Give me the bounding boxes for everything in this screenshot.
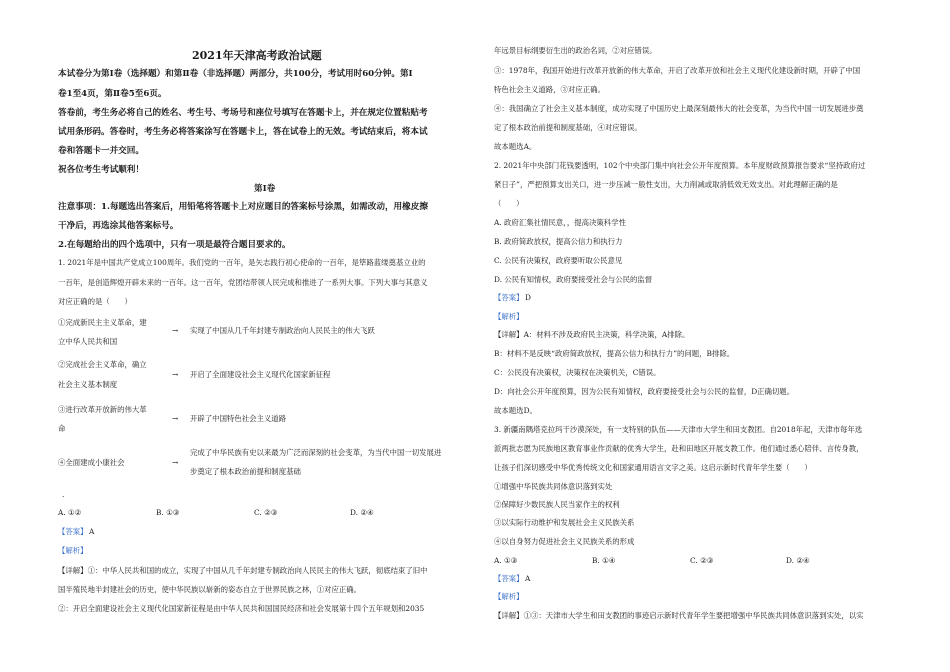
section-heading: 第Ⅰ卷 bbox=[254, 184, 276, 194]
match-meaning: 开辟了中国特色社会主义道路 bbox=[190, 414, 287, 423]
answer-value: A bbox=[525, 574, 531, 583]
answer-value: D bbox=[525, 293, 531, 302]
match-event: 社会主义基本制度 bbox=[58, 380, 118, 389]
match-event: 命 bbox=[58, 424, 66, 433]
answer-label: 【答案】 bbox=[494, 293, 524, 302]
body-line: 特色社会主义道路，③对应正确。 bbox=[494, 85, 605, 94]
option-d: D. ②④ bbox=[786, 556, 810, 565]
option-b: B. ①④ bbox=[592, 556, 616, 565]
q3-item: ①增强中华民族共同体意识落到实处 bbox=[494, 482, 613, 491]
body-line: 故本题选A。 bbox=[494, 142, 537, 151]
detail-line: 故本题选D。 bbox=[494, 406, 537, 415]
question-1-text: 1. 2021年是中国共产党成立100周年。我们党的一百年，是矢志践行初心使命的一百年，是筚路蓝缕奠基立业的 bbox=[58, 258, 426, 267]
option-a: A. ①③ bbox=[494, 556, 518, 565]
question-2-text: 紧日子”，严把预算支出关口，进一步压减一般性支出，大力削减或取消低效无效支出。对此理解正确的是 bbox=[494, 180, 838, 189]
q3-item: ②保障好少数民族人民当家作主的权利 bbox=[494, 500, 620, 509]
match-meaning: 实现了中国从几千年封建专制政治向人民民主的伟大飞跃 bbox=[190, 326, 375, 335]
intro-line: 答卷前，考生务必将自己的姓名、考生号、考场号和座位号填写在答题卡上，并在规定位置粘贴考 bbox=[58, 108, 428, 118]
match-event: ②完成社会主义革命，确立 bbox=[58, 360, 147, 369]
notice-line: 2.在每题给出的四个选项中，只有一项是最符合题目要求的。 bbox=[58, 240, 291, 250]
option-c: C. ②③ bbox=[254, 508, 278, 517]
detail-line: 【详解】①③：天津市大学生和田支教团的事迹启示新时代青年学生要把增强中华民族共同体意识落到实处，以实 bbox=[494, 611, 864, 620]
intro-line: 卷和答题卡一并交回。 bbox=[58, 146, 144, 156]
analysis-label: 【解析】 bbox=[58, 546, 88, 555]
separator-dot: · bbox=[62, 492, 65, 501]
body-line: ④：我国确立了社会主义基本制度，成功实现了中国历史上最深刻最伟大的社会变革，为当代中国一切发展进步奠 bbox=[494, 104, 864, 113]
option-d: D. ②④ bbox=[350, 508, 374, 517]
match-meaning: 完成了中华民族有史以来最为广泛而深刻的社会变革，为当代中国一切发展进 bbox=[190, 448, 442, 457]
answer-value: A bbox=[89, 527, 95, 536]
option-a: A. 政府汇集社情民意，，提高决策科学性 bbox=[494, 218, 626, 227]
notice-line: 注意事项：1.每题选出答案后，用铅笔将答题卡上对应题目的答案标号涂黑，如需改动，用橡皮擦 bbox=[58, 202, 428, 212]
detail-line: D：向社会公开年度预算，因为公民有知情权，政府要接受社会与公民的监督，D正确切题。 bbox=[494, 387, 795, 396]
question-2-text: 2. 2021年中央部门花钱要透明，102个中央部门集中向社会公开年度预算。本年度财政预算报告要求“坚持政府过 bbox=[494, 161, 866, 170]
option-b: B. ①③ bbox=[156, 508, 180, 517]
body-line: ③：1978年，我国开始进行改革开放新的伟大革命，开启了改革开放和社会主义现代化建设新时期，开辟了中国 bbox=[494, 66, 861, 75]
arrow-icon: → bbox=[172, 458, 179, 467]
detail-line: B：材料不是反映“政府简政放权，提高公信力和执行力”的问题，B排除。 bbox=[494, 349, 735, 358]
option-d: D. 公民有知情权，政府要接受社会与公民的监督 bbox=[494, 275, 653, 284]
analysis-label: 【解析】 bbox=[494, 312, 524, 321]
arrow-icon: → bbox=[172, 414, 179, 423]
option-b: B. 政府简政放权，提高公信力和执行力 bbox=[494, 237, 623, 246]
arrow-icon: → bbox=[172, 326, 179, 335]
match-meaning: 步奠定了根本政治前提和制度基础 bbox=[190, 467, 301, 476]
question-3-text: 3. 新疆南隅塔克拉玛干沙漠深处，有一支特别的队伍——天津市大学生和田支教团。自2018年起，天津市每年选 bbox=[494, 425, 863, 434]
answer-label: 【答案】 bbox=[494, 574, 524, 583]
intro-line: 祝各位考生考试顺利！ bbox=[58, 165, 144, 175]
body-line: 年远景目标纲要衍生出的政治名词，②对应错误。 bbox=[494, 46, 657, 55]
intro-line: 本试卷分为第Ⅰ卷（选择题）和第Ⅱ卷（非选择题）两部分，共100分，考试用时60分钟。第Ⅰ bbox=[58, 69, 413, 79]
detail-line: 国半殖民地半封建社会的历史，使中华民族以崭新的姿态自立于世界民族之林，①对应正确。 bbox=[58, 585, 362, 594]
q3-item: ④以自身努力促进社会主义民族关系的形成 bbox=[494, 537, 635, 546]
match-event: ③进行改革开放新的伟大革 bbox=[58, 405, 147, 414]
option-a: A. ①② bbox=[58, 508, 82, 517]
analysis-label: 【解析】 bbox=[494, 592, 524, 601]
detail-line: C：公民没有决策权，决策权在决策机关，C错误。 bbox=[494, 368, 661, 377]
option-c: C. 公民有决策权，政府要听取公民意见 bbox=[494, 256, 623, 265]
notice-line: 干净后，再选涂其他答案标号。 bbox=[58, 221, 179, 231]
intro-line: 卷1至4页，第Ⅱ卷5至6页。 bbox=[58, 89, 167, 99]
detail-line: 【详解】A：材料不涉及政府民主决策，科学决策，A排除。 bbox=[494, 330, 690, 339]
match-event: 立中华人民共和国 bbox=[58, 337, 118, 346]
question-2-text: （ ） bbox=[494, 199, 524, 208]
match-meaning: 开启了全面建设社会主义现代化国家新征程 bbox=[190, 370, 331, 379]
detail-line: 【详解】①：中华人民共和国的成立，实现了中国从几千年封建专制政治向人民民主的伟大飞跃，彻底结束了旧中 bbox=[58, 566, 428, 575]
match-event: ④全面建成小康社会 bbox=[58, 458, 125, 467]
q3-item: ③以实际行动维护和发展社会主义民族关系 bbox=[494, 518, 635, 527]
question-1-text: 一百年，是创造辉煌开辟未来的一百年。这一百年，党团结带领人民完成和推进了一系列大事。下列大事与其意义 bbox=[58, 278, 428, 287]
answer-label: 【答案】 bbox=[58, 527, 88, 536]
page-title: 2021年天津高考政治试题 bbox=[192, 49, 322, 62]
question-3-text: 让孩子们深切感受中华优秀传统文化和国家通用语言文字之美。这启示新时代青年学生要（ ） bbox=[494, 463, 812, 472]
intro-line: 试用条形码。答卷时，考生务必将答案涂写在答题卡上，答在试卷上的无效。考试结束后，将本试 bbox=[58, 127, 428, 137]
body-line: 定了根本政治前提和制度基础，④对应错误。 bbox=[494, 123, 642, 132]
question-3-text: 派两批志愿为民族地区教育事业作贡献的优秀大学生，赴和田地区开展支教工作。他们通过悉心陪伴、言传身教， bbox=[494, 444, 864, 453]
question-1-text: 对应正确的是（ ） bbox=[58, 297, 132, 306]
arrow-icon: → bbox=[172, 370, 179, 379]
match-event: ①完成新民主主义革命，建 bbox=[58, 318, 147, 327]
detail-line: ②：开启全面建设社会主义现代化国家新征程是由中华人民共和国国民经济和社会发展第十四个五年规划和2035 bbox=[58, 604, 425, 613]
option-c: C. ②③ bbox=[690, 556, 714, 565]
